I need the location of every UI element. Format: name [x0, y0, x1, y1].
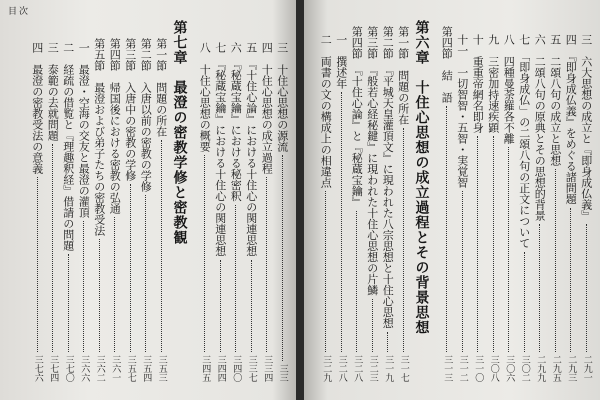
entry-title: 八 十住心思想の概要 [198, 42, 212, 152]
dot-leader [68, 254, 69, 352]
toc-entry [349, 16, 365, 386]
dot-leader [37, 177, 38, 352]
page-number: 三四〇 [231, 355, 242, 382]
dot-leader [539, 224, 540, 352]
toc-entry [563, 16, 579, 386]
entry-title: 四 十住心思想の成立過程 [260, 42, 274, 174]
toc-entry [455, 16, 471, 386]
page-number: 三四五 [200, 355, 211, 382]
toc-entry [30, 16, 46, 386]
page-number: 三〇二 [519, 355, 530, 382]
entry-title: 十一 一切智智・五智・実覚智 [455, 34, 469, 188]
dot-leader [130, 184, 131, 352]
dot-leader [251, 260, 252, 353]
dot-leader [403, 128, 404, 352]
entry-title: 四 『即身成仏義』をめぐる諸問題 [564, 34, 578, 205]
toc-entry [470, 16, 486, 386]
toc-entry [579, 16, 595, 386]
page-number: 二九一 [581, 355, 592, 382]
toc-entry [334, 16, 350, 386]
entry-title: 一 最澄・空海の交友と最澄の灌頂 [77, 42, 91, 218]
page-number: 三四四 [215, 355, 226, 382]
toc-entry [123, 16, 139, 386]
dot-leader [493, 136, 494, 352]
page-number: 三七四 [48, 355, 59, 382]
chapter-title: 第六章 十住心思想の成立過程とその背景思想 [413, 20, 430, 335]
entry-title: 三 泰範の去就問題 [46, 42, 60, 141]
dot-leader [524, 252, 525, 353]
dot-leader [204, 155, 205, 352]
toc-entry [486, 16, 502, 386]
page-number: 二九九 [535, 355, 546, 382]
page-number: 三七六 [32, 355, 43, 382]
dot-leader [161, 140, 162, 352]
toc-entry [197, 16, 213, 386]
entry-title: 三 六大思想の成立と『即身成仏義』 [579, 34, 593, 221]
toc-entry [228, 16, 244, 386]
toc-entry [92, 16, 108, 386]
left-toc-columns [30, 16, 291, 386]
entry-title: 第四節 結 語 [440, 26, 454, 103]
column-spacer [189, 16, 197, 386]
page-number: 三六二 [94, 355, 105, 382]
page-number: 三一三 [442, 355, 453, 382]
dot-leader [372, 299, 373, 353]
entry-title: 五 『十住心論』における十住心の関連思想 [244, 42, 258, 257]
dot-leader [356, 211, 357, 353]
toc-entry [275, 16, 291, 386]
page-number: 三〇六 [504, 355, 515, 382]
toc-entry [548, 16, 564, 386]
toc-entry [380, 16, 396, 386]
entry-title: 八 四種曼荼羅各不離 [502, 34, 516, 144]
entry-title: 第四節 『十住心論』と『秘蔵宝鑰』 [350, 26, 364, 208]
chapter-heading [411, 16, 431, 386]
page-number: 三五三 [156, 355, 167, 382]
entry-title: 第一節 問題の所在 [396, 26, 410, 125]
entry-title: 第三節 『般若心経秘鍵』に現われた十住心思想の片鱗 [365, 26, 379, 296]
page-number: 三二三 [367, 355, 378, 382]
right-toc-columns [318, 16, 594, 386]
entry-title: 四 最澄の密教受法の意義 [30, 42, 44, 174]
entry-title: 一 撰述年 [334, 34, 348, 89]
toc-entry [45, 16, 61, 386]
page-number: 三五四 [141, 355, 152, 382]
dot-leader [462, 191, 463, 352]
page-number: 三三 [277, 364, 288, 382]
toc-entry [517, 16, 533, 386]
chapter-title: 第七章 最澄の密教学修と密教観 [171, 20, 188, 245]
running-header: 目次 [8, 7, 31, 17]
entry-title: 第一節 問題の所在 [154, 38, 168, 137]
entry-title: 第三節 入唐中の密教の学修 [123, 38, 137, 181]
entry-title: 第五節 最澄および弟子たちの密教受法 [92, 38, 106, 236]
entry-title: 三 十住心思想の源流 [275, 42, 289, 152]
dot-leader [325, 191, 326, 352]
chapter-heading [169, 16, 189, 386]
toc-entry [396, 16, 412, 386]
page-number: 三五七 [125, 355, 136, 382]
page-number: 三二八 [352, 355, 363, 382]
left-page [0, 0, 296, 400]
dot-leader [570, 208, 571, 353]
toc-entry [107, 16, 123, 386]
dot-leader [52, 144, 53, 352]
page-number: 三二八 [336, 355, 347, 382]
entry-title: 六 『秘蔵宝鑰』における秘密釈 [229, 42, 243, 202]
page-number: 三三四 [262, 355, 273, 382]
dot-leader [145, 195, 146, 352]
dot-leader [586, 224, 587, 352]
page-number: 三一七 [398, 355, 409, 382]
page-number: 三〇八 [488, 355, 499, 382]
entry-title: 第二節 入唐以前の密教の学修 [139, 38, 153, 192]
entry-title: 十 重重帝網名即身 [471, 34, 485, 133]
page-number: 三六六 [79, 355, 90, 382]
dot-leader [282, 155, 283, 361]
dot-leader [99, 239, 100, 352]
toc-entry [154, 16, 170, 386]
page-number: 三一九 [383, 355, 394, 382]
dot-leader [235, 205, 236, 353]
dot-leader [446, 106, 447, 352]
dot-leader [508, 147, 509, 352]
book-gutter [296, 0, 304, 400]
toc-entry [501, 16, 517, 386]
right-page [304, 0, 600, 400]
page-number: 二九三 [566, 355, 577, 382]
dot-leader [266, 177, 267, 352]
toc-entry [532, 16, 548, 386]
entry-title: 二 両書の文の構成上の相違点 [319, 34, 333, 188]
entry-title: 六 二頌八句の原典とその思想的背景 [533, 34, 547, 221]
page-number: 二九五 [550, 355, 561, 382]
entry-title: 九 三密加持速疾顕 [486, 34, 500, 133]
page-number: 三七〇 [63, 355, 74, 382]
dot-leader [220, 260, 221, 353]
entry-title: 七 『秘蔵宝鑰』における十住心の関連思想 [213, 42, 227, 257]
toc-entry [244, 16, 260, 386]
page-number: 三六一 [110, 355, 121, 382]
entry-title: 五 二頌八句の成立と思想 [548, 34, 562, 166]
toc-entry [318, 16, 334, 386]
page-number: 三一二 [457, 355, 468, 382]
dot-leader [114, 217, 115, 352]
entry-title: 七 「即身成仏」の二頌八句の正文について [517, 34, 531, 249]
dot-leader [477, 136, 478, 352]
entry-title: 第四節 帰国後における密教の弘通 [108, 38, 122, 214]
page-number: 三三七 [246, 355, 257, 382]
toc-entry [259, 16, 275, 386]
dot-leader [387, 332, 388, 353]
toc-entry [439, 16, 455, 386]
toc-entry [76, 16, 92, 386]
dot-leader [555, 169, 556, 352]
toc-entry [365, 16, 381, 386]
entry-title: 二 経疏の借覧と『理趣釈経』借請の問題 [61, 42, 75, 251]
page-number: 三二九 [321, 355, 332, 382]
toc-entry [138, 16, 154, 386]
toc-entry [213, 16, 229, 386]
entry-title: 第二節 『平城天皇灌頂文』に現われた八宗思想と十住心思想 [381, 26, 395, 329]
dot-leader [83, 221, 84, 352]
dot-leader [341, 92, 342, 352]
page-number: 三一〇 [473, 355, 484, 382]
toc-entry [61, 16, 77, 386]
column-spacer [431, 16, 439, 386]
